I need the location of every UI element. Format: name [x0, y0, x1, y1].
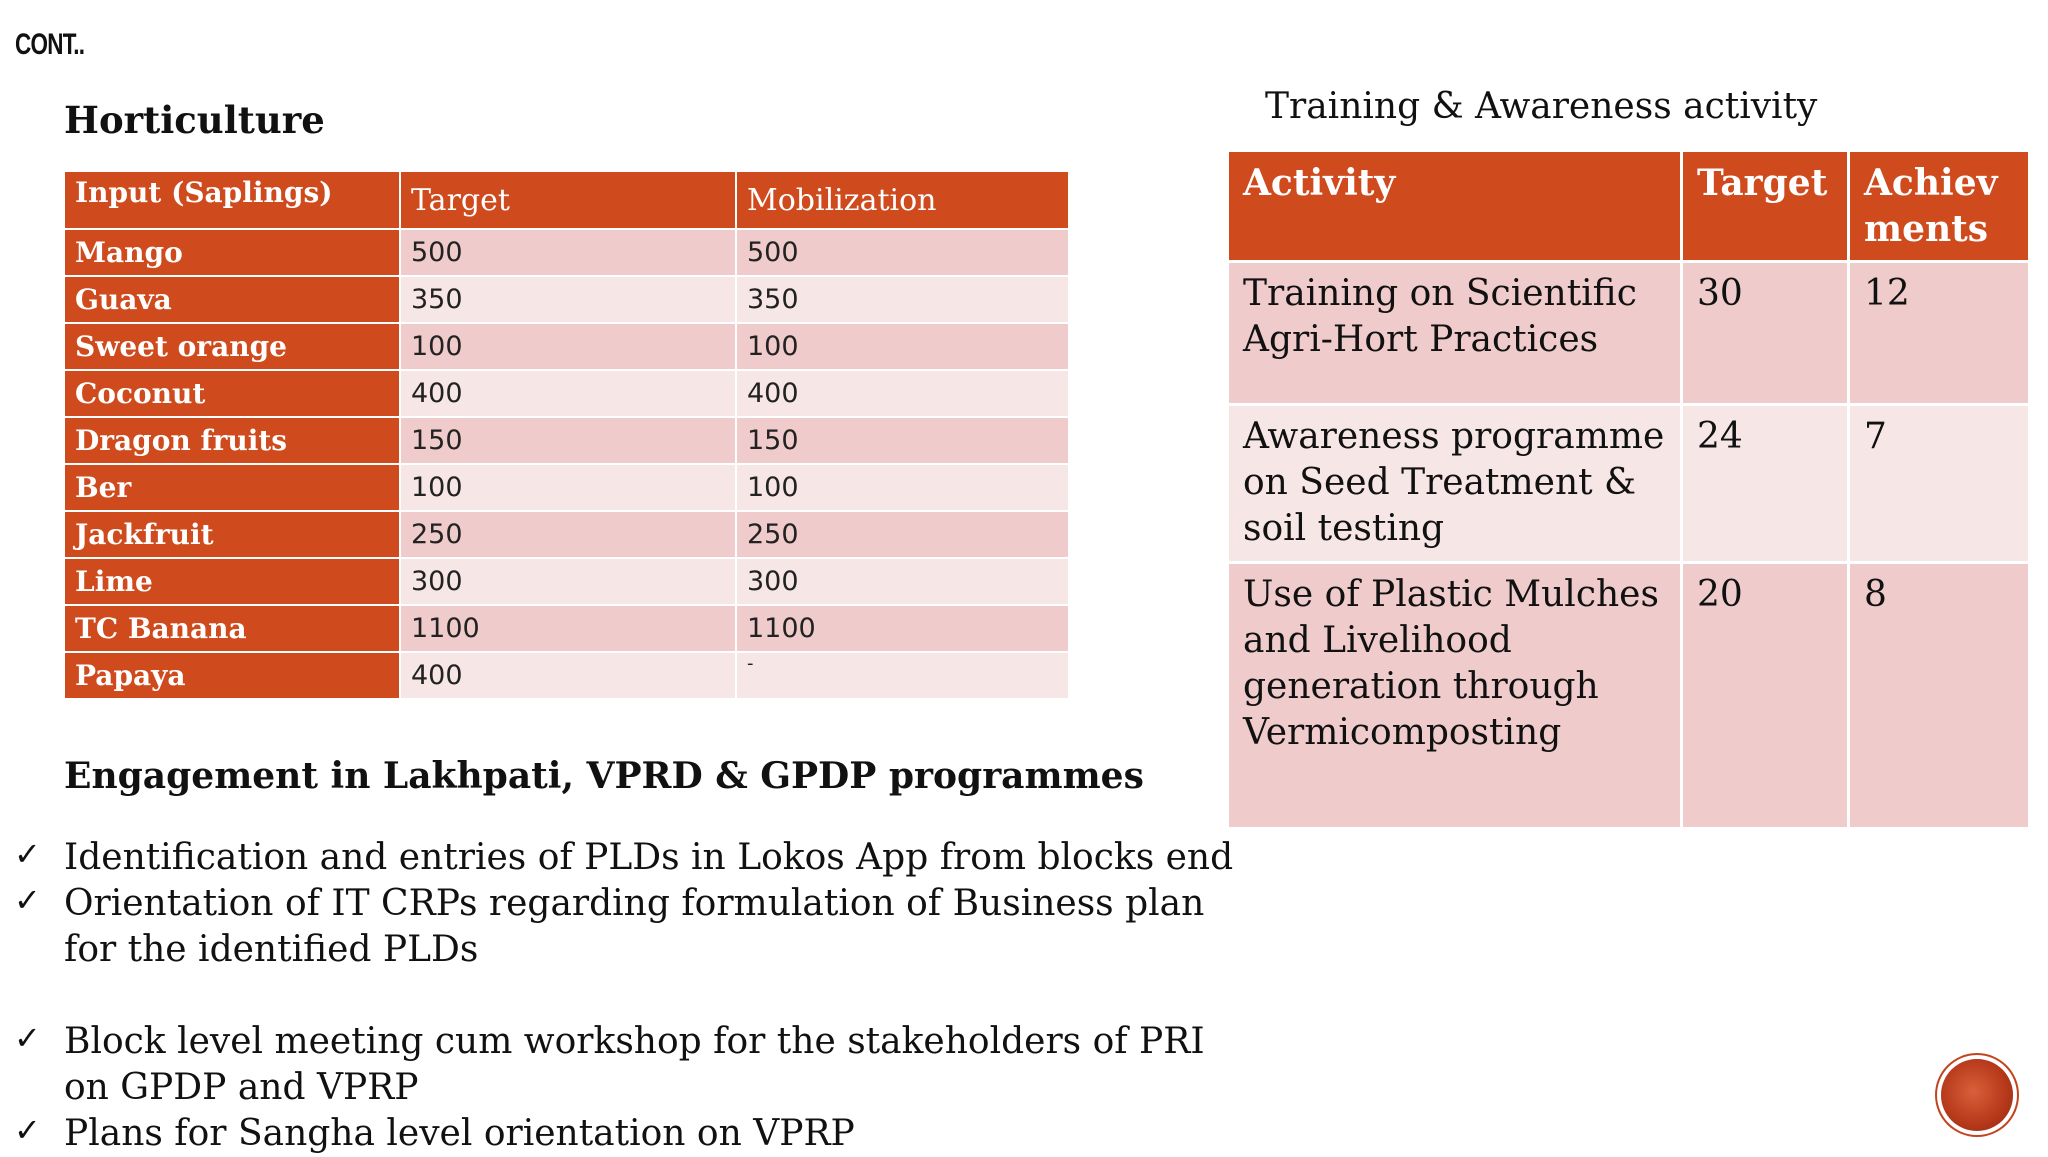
mobilization-value: 400: [736, 370, 1069, 417]
training-title: Training & Awareness activity: [1265, 86, 1818, 127]
target-value: 100: [400, 323, 736, 370]
table-row: [1228, 405, 2030, 563]
list-item: [14, 881, 1234, 973]
sapling-name: Lime: [64, 558, 400, 605]
bullet-text: Block level meeting cum workshop for the stakeholders of PRI on GPDP and VPRP: [64, 1021, 1205, 1108]
sapling-name: Ber: [64, 464, 400, 511]
table-row: [64, 323, 1069, 370]
training-table: [1226, 149, 2031, 830]
header-target: Target: [1682, 151, 1849, 262]
table-row: [64, 276, 1069, 323]
header-mobilization: Mobilization: [736, 171, 1069, 229]
horticulture-title: Horticulture: [64, 98, 325, 142]
table-row: [64, 370, 1069, 417]
mobilization-value: -: [736, 652, 1069, 699]
target-value: 400: [400, 652, 736, 699]
mobilization-value: 1100: [736, 605, 1069, 652]
bullet-text: Identification and entries of PLDs in Lokos App from blocks end: [64, 837, 1234, 878]
target-value: 100: [400, 464, 736, 511]
sapling-name: Guava: [64, 276, 400, 323]
list-item: [14, 1111, 1234, 1157]
target-value: 24: [1682, 405, 1849, 563]
target-value: 350: [400, 276, 736, 323]
table-row: [1228, 563, 2030, 829]
mobilization-value: 100: [736, 323, 1069, 370]
engagement-title: Engagement in Lakhpati, VPRD & GPDP programmes: [64, 755, 1144, 797]
table-row: [64, 511, 1069, 558]
sapling-name: Dragon fruits: [64, 417, 400, 464]
mobilization-value: 150: [736, 417, 1069, 464]
circle-logo-icon: [1941, 1059, 2013, 1131]
sapling-name: Papaya: [64, 652, 400, 699]
table-header-row: [1228, 151, 2030, 262]
horticulture-table: [63, 170, 1070, 700]
mobilization-value: 500: [736, 229, 1069, 276]
mobilization-value: 100: [736, 464, 1069, 511]
table-row: [64, 464, 1069, 511]
activity-name: Training on Scientific Agri-Hort Practices: [1228, 262, 1682, 405]
checkmark-icon: ✓: [14, 881, 41, 919]
checkmark-icon: ✓: [14, 1019, 41, 1057]
achievements-value: 12: [1849, 262, 2030, 405]
achievements-value: 7: [1849, 405, 2030, 563]
checkmark-icon: ✓: [14, 1111, 41, 1149]
bullet-text: Orientation of IT CRPs regarding formulation of Business plan for the identified PLDs: [64, 883, 1205, 970]
mobilization-value: 300: [736, 558, 1069, 605]
corner-label: CONT..: [15, 28, 85, 61]
table-row: [64, 652, 1069, 699]
target-value: 250: [400, 511, 736, 558]
header-input: Input (Saplings): [64, 171, 400, 229]
sapling-name: Mango: [64, 229, 400, 276]
achievements-value: 8: [1849, 563, 2030, 829]
sapling-name: Coconut: [64, 370, 400, 417]
sapling-name: TC Banana: [64, 605, 400, 652]
list-item: [14, 835, 1234, 881]
header-activity: Activity: [1228, 151, 1682, 262]
header-achievements: Achiev ments: [1849, 151, 2030, 262]
header-target: Target: [400, 171, 736, 229]
activity-name: Awareness programme on Seed Treatment & soil testing: [1228, 405, 1682, 563]
bullet-text: Plans for Sangha level orientation on VPRP: [64, 1113, 855, 1154]
list-item: [14, 1019, 1234, 1111]
mobilization-value: 350: [736, 276, 1069, 323]
table-row: [1228, 262, 2030, 405]
table-header-row: [64, 171, 1069, 229]
target-value: 30: [1682, 262, 1849, 405]
target-value: 20: [1682, 563, 1849, 829]
target-value: 500: [400, 229, 736, 276]
target-value: 1100: [400, 605, 736, 652]
table-row: [64, 417, 1069, 464]
bullet-list: [14, 835, 1234, 1157]
table-row: [64, 558, 1069, 605]
target-value: 300: [400, 558, 736, 605]
mobilization-value: 250: [736, 511, 1069, 558]
table-row: [64, 229, 1069, 276]
target-value: 150: [400, 417, 736, 464]
sapling-name: Jackfruit: [64, 511, 400, 558]
sapling-name: Sweet orange: [64, 323, 400, 370]
activity-name: Use of Plastic Mulches and Livelihood generation through Vermicomposting: [1228, 563, 1682, 829]
target-value: 400: [400, 370, 736, 417]
checkmark-icon: ✓: [14, 835, 41, 873]
table-row: [64, 605, 1069, 652]
